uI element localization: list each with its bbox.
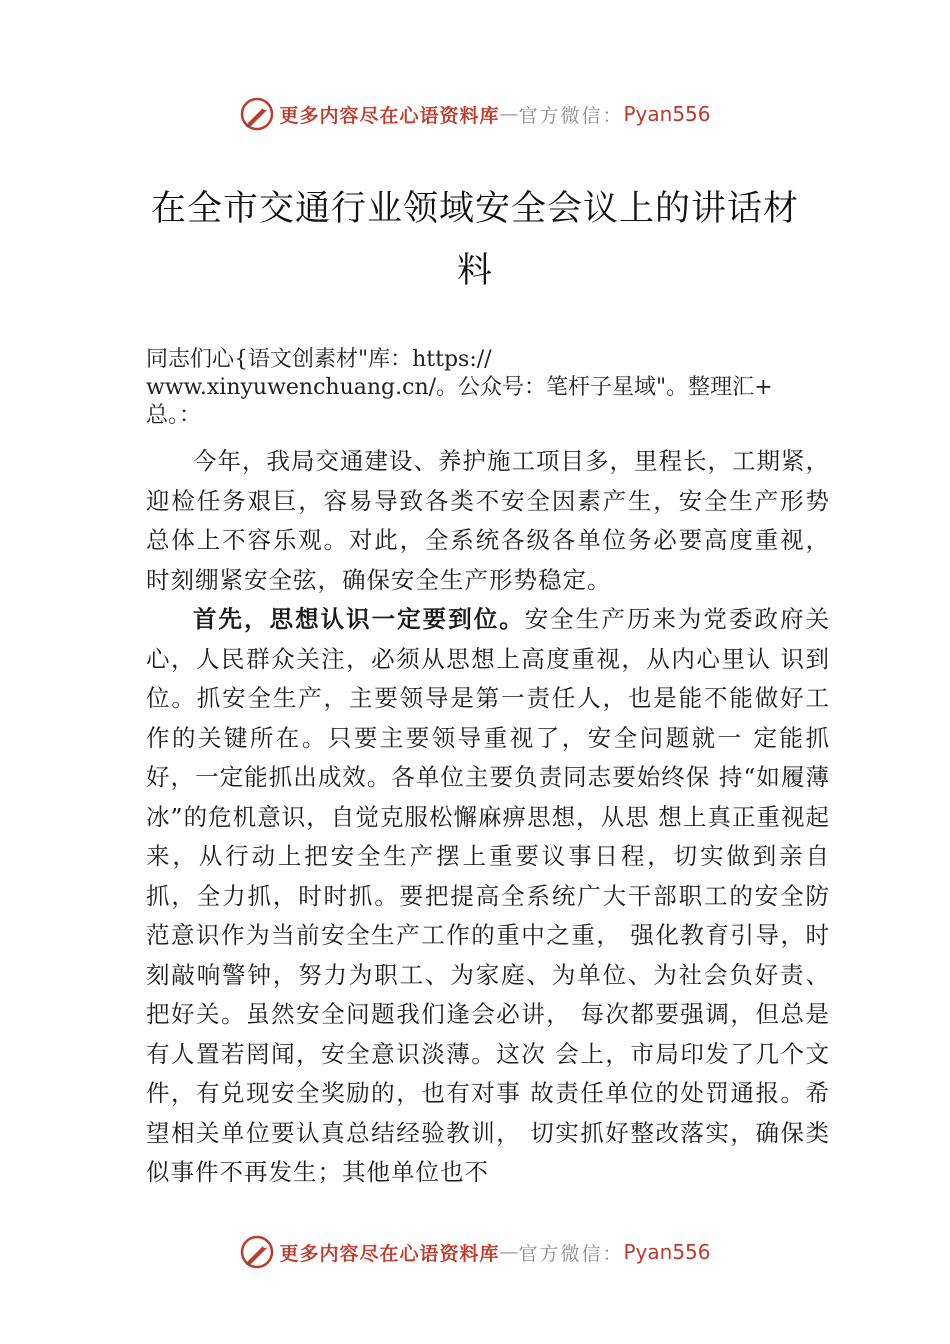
title-line-2: 料 xyxy=(456,251,493,291)
banner-dash: — xyxy=(499,103,519,125)
banner-wechat-label: 官方微信： xyxy=(518,104,624,127)
paragraph-1: 今年，我局交通建设、养护施工项目多，里程长，工期紧，迎检任务艰巨，容易导致各类不安全因素产生，安全生产形势总体上不容乐观。对此，全系统各级各单位务必要高度重视，时刻绷紧安全弦，确保安全生产形势稳定。 xyxy=(146,447,830,594)
intro-line-3: 总。： xyxy=(146,403,202,428)
title-line-1: 在全市交通行业领域安全会议上的讲话材 xyxy=(150,189,799,229)
paragraph-2 xyxy=(146,600,830,1193)
paragraph-2-lead: 首先，思想认识一定要到位。 xyxy=(193,605,525,633)
banner-wechat-handle: Pyan556 xyxy=(623,1240,711,1264)
banner-wechat-handle: Pyan556 xyxy=(623,102,711,126)
document-body xyxy=(146,442,830,1193)
paragraph-2-text: 安全生产历来为党委政府关心，人民群众关注，必须从思想上高度重视，从内心里认 识到位。抓安全生产，主要领导是第一责任人，也是能不能做好工作的关键所在。只要主要领导重视了，安全问题就一 定能抓好，一定能抓出成效。各单位主要负责同志要始终保 持“如履薄冰”的危机意识，自觉克服松懈麻痹思想，从思 想上真正重视起来，从行动上把安全生产摆上重要议事日程，切实做到亲自抓，全力抓，时时抓。要把提高全系统广大干部职工的安全防范意识作为当前安全生产工作的重中之重， 强化教育引导，时刻敲响警钟，努力为职工、为家庭、为单位、为社会负好责、把好关。虽然安全问题我们逢会必讲， 每次都要强调，但总是有人置若罔闻，安全意识淡薄。这次 会上，市局印发了几个文件，有兑现安全奖励的，也有对事 故责任单位的处罚通报。希望相关单位要认真总结经验教训， 切实抓好整改落实，确保类似事件不再发生；其他单位也不 xyxy=(146,605,831,1186)
intro-line-2: www.xinyuwenchuang.cn/。公众号：笔杆子星域"。整理汇+ xyxy=(146,375,773,400)
banner-wechat-label: 官方微信： xyxy=(518,1242,624,1265)
footer-watermark-banner xyxy=(0,1230,950,1274)
banner-site-text: 更多内容尽在心语资料库 xyxy=(279,104,500,127)
intro-block xyxy=(146,346,826,430)
pen-logo-icon xyxy=(239,96,275,132)
document-title xyxy=(150,178,800,302)
banner-dash: — xyxy=(499,1241,519,1263)
banner-site-text: 更多内容尽在心语资料库 xyxy=(279,1242,500,1265)
intro-line-1: 同志们心{语文创素材"库：https:// xyxy=(146,347,492,372)
pen-logo-icon xyxy=(239,1234,275,1270)
header-watermark-banner xyxy=(0,92,950,136)
